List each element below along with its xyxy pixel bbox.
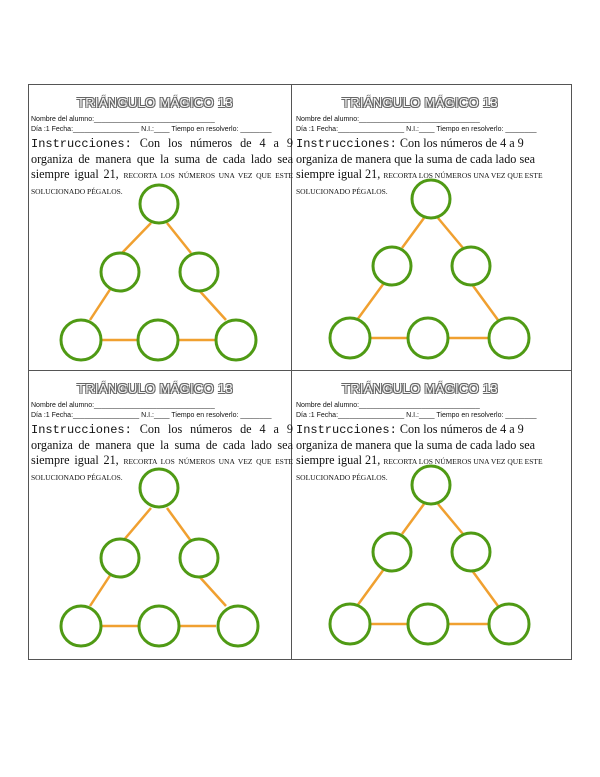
triangle-edge bbox=[402, 504, 424, 534]
worksheet-card-4 bbox=[296, 374, 558, 660]
instructions-lead: Instrucciones: bbox=[31, 137, 132, 151]
worksheet-card-1 bbox=[31, 88, 293, 374]
student-name-line: Nombre del alumno:_______________________________ bbox=[296, 116, 480, 123]
number-slot-circle bbox=[138, 320, 178, 360]
card-title: TRIÁNGULO MÁGICO 13 bbox=[342, 381, 498, 396]
date-line: Día :1 Fecha:_________________ N.I.:____ Tiempo en resolverlo: ________ bbox=[296, 126, 537, 133]
card-title: TRIÁNGULO MÁGICO 13 bbox=[342, 95, 498, 110]
instructions-lead: Instrucciones: bbox=[296, 423, 397, 437]
triangle-edge bbox=[167, 223, 191, 253]
triangle-edge bbox=[197, 288, 226, 320]
triangle-edge bbox=[197, 574, 226, 606]
student-name-line: Nombre del alumno:_______________________________ bbox=[31, 402, 215, 409]
triangle-edge bbox=[123, 508, 151, 541]
triangle-edge bbox=[471, 283, 498, 320]
number-slot-circle bbox=[330, 604, 370, 644]
number-slot-circle bbox=[330, 318, 370, 358]
triangle-edge bbox=[357, 283, 384, 320]
triangle-edge bbox=[122, 223, 151, 253]
student-name-line: Nombre del alumno:_______________________________ bbox=[296, 402, 480, 409]
number-slot-circle bbox=[61, 320, 101, 360]
number-slot-circle bbox=[140, 469, 178, 507]
number-slot-circle bbox=[489, 318, 529, 358]
magic-triangle bbox=[296, 374, 558, 660]
number-slot-circle bbox=[180, 539, 218, 577]
number-slot-circle bbox=[373, 247, 411, 285]
card-title: TRIÁNGULO MÁGICO 13 bbox=[77, 381, 233, 396]
number-slot-circle bbox=[408, 318, 448, 358]
instructions-note: RECORTA LOS NÚMEROS UNA VEZ QUE ESTE SOLUCIONADO PÉGALOS. bbox=[31, 171, 293, 196]
number-slot-circle bbox=[101, 539, 139, 577]
instructions-body: Con los números de 4 a 9 organiza de manera que la suma de cada lado sea siempre igual 21, bbox=[296, 136, 536, 181]
magic-triangle bbox=[296, 88, 558, 374]
instructions-body: Con los números de 4 a 9 organiza de manera que la suma de cada lado sea siempre igual 21, bbox=[31, 136, 293, 181]
number-slot-circle bbox=[216, 320, 256, 360]
triangle-edge bbox=[471, 569, 498, 606]
number-slot-circle bbox=[139, 606, 179, 646]
worksheet-card-3 bbox=[31, 374, 293, 660]
instructions-note: RECORTA LOS NÚMEROS UNA VEZ QUE ESTE SOLUCIONADO PÉGALOS. bbox=[31, 457, 293, 482]
triangle-edge bbox=[90, 288, 111, 320]
instructions-note: RECORTA LOS NÚMEROS UNA VEZ QUE ESTE SOLUCIONADO PÉGALOS. bbox=[296, 457, 543, 482]
magic-triangle bbox=[31, 374, 293, 660]
number-slot-circle bbox=[218, 606, 258, 646]
number-slot-circle bbox=[373, 533, 411, 571]
instructions-body: Con los números de 4 a 9 organiza de manera que la suma de cada lado sea siempre igual 21, bbox=[31, 422, 293, 467]
worksheet-card-2 bbox=[296, 88, 558, 374]
instructions-lead: Instrucciones: bbox=[296, 137, 397, 151]
number-slot-circle bbox=[408, 604, 448, 644]
number-slot-circle bbox=[452, 247, 490, 285]
date-line: Día :1 Fecha:_________________ N.I.:____ Tiempo en resolverlo: ________ bbox=[31, 412, 272, 419]
triangle-edge bbox=[90, 574, 111, 606]
instructions-lead: Instrucciones: bbox=[31, 423, 132, 437]
number-slot-circle bbox=[489, 604, 529, 644]
magic-triangle bbox=[31, 88, 293, 374]
number-slot-circle bbox=[452, 533, 490, 571]
triangle-edge bbox=[438, 218, 463, 248]
number-slot-circle bbox=[140, 185, 178, 223]
number-slot-circle bbox=[412, 180, 450, 218]
instructions-note: RECORTA LOS NÚMEROS UNA VEZ QUE ESTE SOLUCIONADO PÉGALOS. bbox=[296, 171, 543, 196]
triangle-edge bbox=[402, 218, 424, 248]
instructions-body: Con los números de 4 a 9 organiza de manera que la suma de cada lado sea siempre igual 21, bbox=[296, 422, 536, 467]
number-slot-circle bbox=[180, 253, 218, 291]
number-slot-circle bbox=[61, 606, 101, 646]
date-line: Día :1 Fecha:_________________ N.I.:____ Tiempo en resolverlo: ________ bbox=[31, 126, 272, 133]
date-line: Día :1 Fecha:_________________ N.I.:____ Tiempo en resolverlo: ________ bbox=[296, 412, 537, 419]
triangle-edge bbox=[438, 504, 463, 534]
student-name-line: Nombre del alumno:_______________________________ bbox=[31, 116, 215, 123]
triangle-edge bbox=[167, 508, 191, 541]
number-slot-circle bbox=[101, 253, 139, 291]
number-slot-circle bbox=[412, 466, 450, 504]
card-title: TRIÁNGULO MÁGICO 13 bbox=[77, 95, 233, 110]
triangle-edge bbox=[357, 569, 384, 606]
